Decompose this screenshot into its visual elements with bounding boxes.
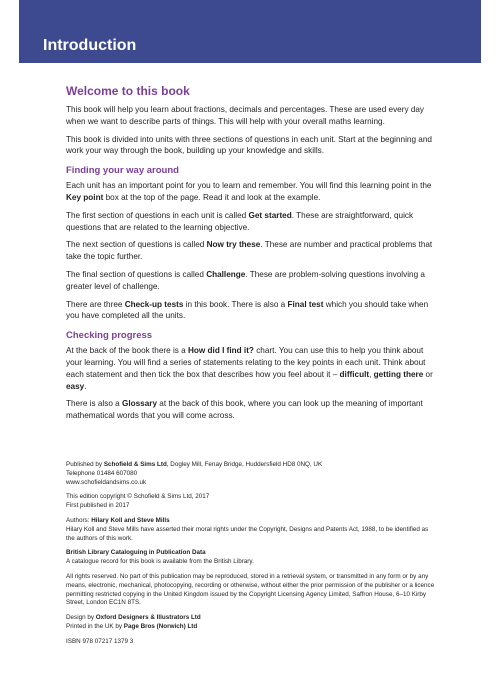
website-link: www.schofieldandsims.co.uk: [66, 478, 147, 486]
finding-heading: Finding your way around: [66, 165, 179, 177]
isbn: ISBN 978 07217 1379 3: [66, 637, 134, 645]
welcome-paragraph-2: This book is divided into units with three sections of questions in each unit. Start at the beginning and work your way through the book, building up your knowledge and skills.: [66, 134, 432, 156]
finding-paragraph-2: The first section of questions in each unit is called Get started. These are straightforward, quick questions that are related to the learning objective.: [66, 210, 414, 232]
rights-notice: All rights reserved. No part of this publication may be reproduced, stored in a retrieval system, or transmitted in any form or by any means, electronic, mechanical, photocopying, recording or otherwise, without either the prior permission of the publisher or a licence permitting restricted copying in the United Kingdom issued by the Copyright Licensing Agency Limited, Saffron House, 6–10 Kirby Street, London EC1N 8TS.: [66, 572, 435, 607]
finding-paragraph-3: The next section of questions is called Now try these. These are number and practical problems that take the topic further.: [66, 240, 433, 262]
checking-heading: Checking progress: [66, 330, 153, 342]
copyright-notice: This edition copyright © Schofield & Sims Ltd, 2017 First published in 2017: [66, 493, 210, 510]
cataloguing-notice: British Library Cataloguing in Publication Data A catalogue record for this book is available from the British Library.: [66, 549, 254, 566]
page-title: Introduction: [43, 37, 137, 54]
finding-paragraph-4: The final section of questions is called Challenge. These are problem-solving questions involving a greater level of challenge.: [66, 269, 425, 291]
welcome-paragraph-1: This book will help you learn about fractions, decimals and percentages. These are used every day when we want to describe parts of things. This will help with your overall maths learning.: [66, 105, 425, 126]
welcome-heading: Welcome to this book: [66, 84, 190, 98]
imprint-block: [66, 461, 436, 653]
publisher-details: Published by Schofield & Sims Ltd, Dogley Mill, Fenay Bridge, Huddersfield HD8 0NQ, UK Telephone 01484 607080 www.schofieldandsims.co.uk: [66, 461, 323, 486]
header-banner: [19, 0, 481, 63]
production-credits: Design by Oxford Designers & Illustrators Ltd Printed in the UK by Page Bros (Norwich) Ltd: [66, 614, 201, 630]
authors-notice: Authors: Hilary Koll and Steve Mills Hilary Koll and Steve Mills have asserted their moral rights under the Copyright, Designs and Patents Act, 1988, to be identified as the authors of this work.: [66, 516, 429, 542]
finding-paragraph-5: There are three Check-up tests in this book. There is also a Final test which you should take when you have completed all the units.: [66, 299, 429, 321]
checking-paragraph-2: There is also a Glossary at the back of this book, where you can look up the meaning of important mathematical words that you will come across.: [66, 399, 423, 421]
main-content: [66, 84, 436, 428]
checking-paragraph-1: At the back of the book there is a How did I find it? chart. You can use this to help you think about your learning. You will find a series of statements relating to the key points in each unit. Think about each statement and then tick the box that describes how you feel about it – difficult, getting there or easy.: [66, 346, 433, 391]
finding-paragraph-1: Each unit has an important point for you to learn and remember. You will find this learning point in the Key point box at the top of the page. Read it and look at the example.: [66, 181, 432, 202]
